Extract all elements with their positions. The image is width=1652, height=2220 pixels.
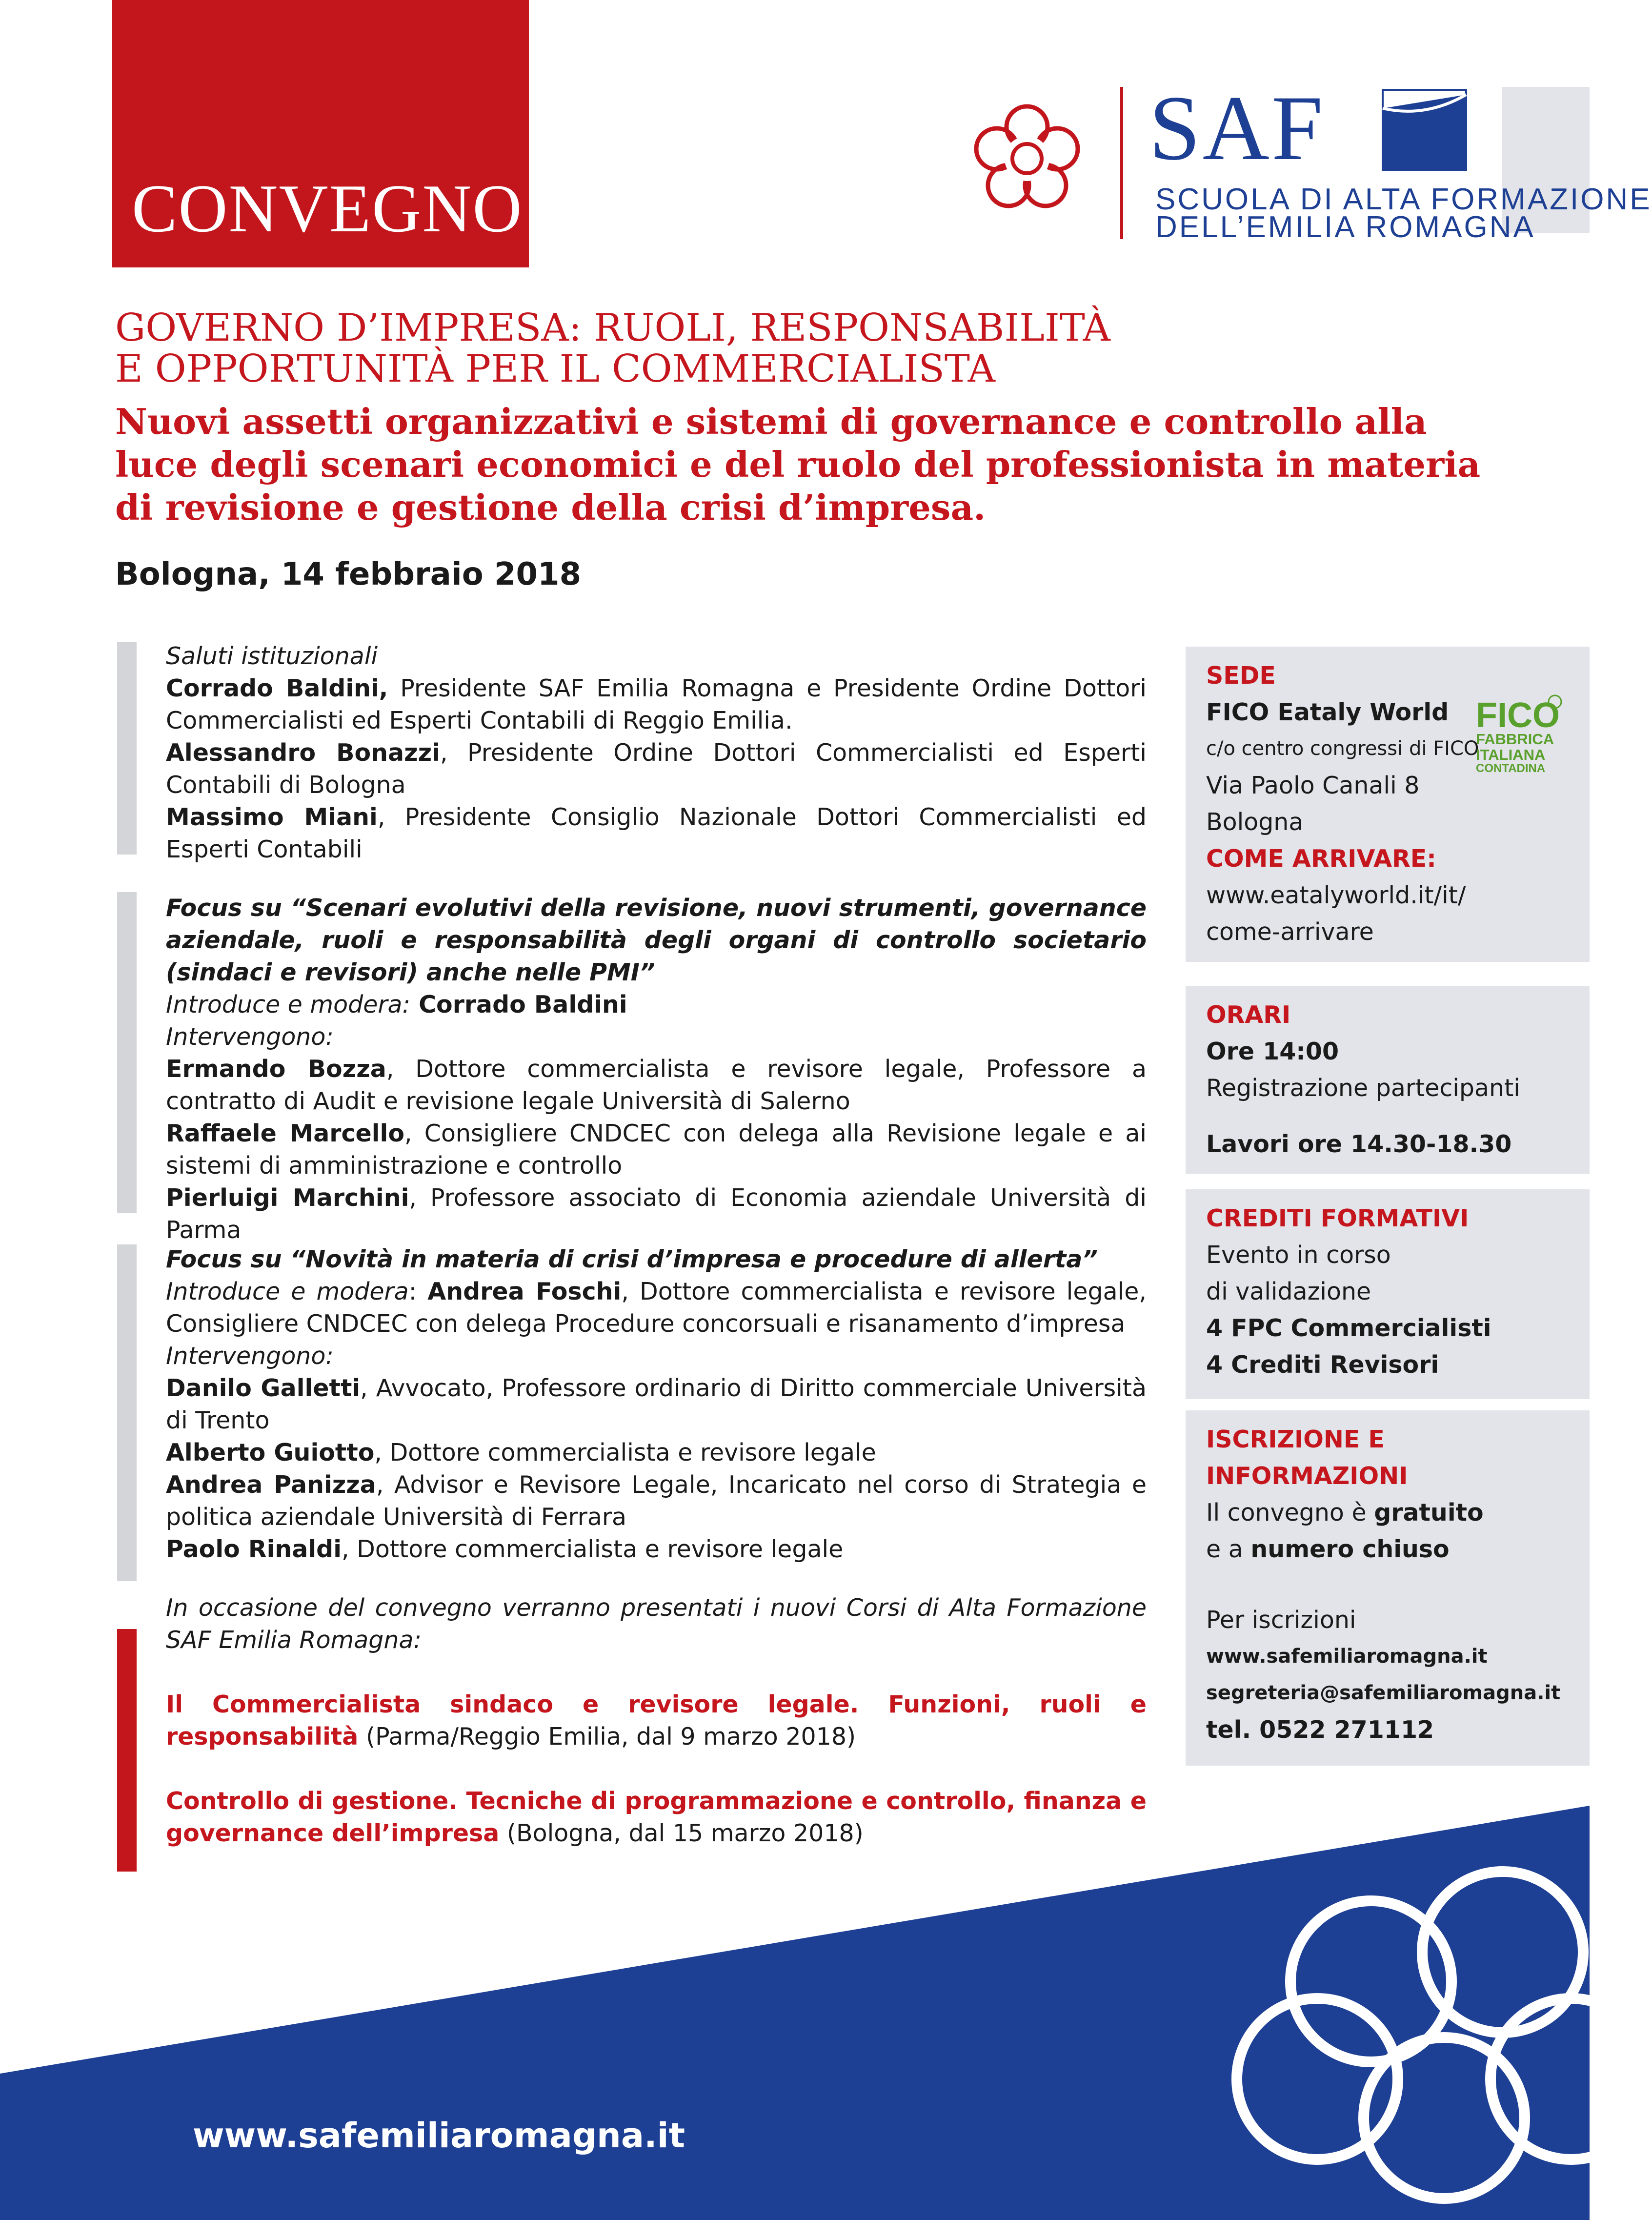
site-link[interactable]: www.safemiliaromagna.it (1206, 1645, 1488, 1668)
speaker-item: Alberto Guiotto, Dottore commercialista e revisore legale (166, 1439, 876, 1466)
orari-label: ORARI (1206, 1001, 1291, 1029)
speaker-item: Andrea Panizza, Advisor e Revisore Legale, Incaricato nel corso di Strategia e politica aziendale Università di Ferrara (166, 1471, 1147, 1531)
speaker-item: Paolo Rinaldi, Dottore commercialista e revisore legale (166, 1535, 844, 1563)
crediti-line4: 4 Crediti Revisori (1206, 1351, 1439, 1379)
phone-number: tel. 0522 271112 (1206, 1716, 1434, 1744)
speaker-item: Alessandro Bonazzi, Presidente Ordine Dottori Commercialisti ed Esperti Contabili di Bologna (166, 739, 1147, 799)
courses-intro: In occasione del convegno verranno presentati i nuovi Corsi di Alta Formazione SAF Emilia Romagna: (166, 1594, 1147, 1654)
orari-time2: Lavori ore 14.30-18.30 (1206, 1130, 1512, 1158)
arrive-label: COME ARRIVARE: (1206, 845, 1436, 873)
footer-website-link[interactable]: www.safemiliaromagna.it (193, 2116, 685, 2156)
email-link[interactable]: segreteria@safemiliaromagna.it (1206, 1682, 1561, 1704)
focus2-interventions-label: Intervengono: (166, 1342, 334, 1370)
orari-time1: Ore 14:00 (1206, 1038, 1339, 1065)
crediti-box (1186, 1189, 1590, 1399)
iscrizione-label1: ISCRIZIONE E (1206, 1426, 1385, 1453)
crediti-line3: 4 FPC Commercialisti (1206, 1314, 1491, 1342)
saluti-section (166, 640, 1147, 866)
fico-logo-icon (1471, 693, 1569, 776)
event-date: Bologna, 14 febbraio 2018 (115, 556, 582, 592)
sede-label: SEDE (1206, 662, 1276, 690)
section-bar (117, 1244, 137, 1581)
logo-subtitle-line1: SCUOLA DI ALTA FORMAZIONE (1155, 183, 1652, 216)
venue-name: FICO Eataly World (1206, 698, 1449, 726)
footer-band (0, 1806, 1590, 2220)
crediti-line1: Evento in corso (1206, 1241, 1391, 1269)
focus1-heading: Focus su “Scenari evolutivi della revisione, nuovi strumenti, governance aziendale, ruoli e responsabilità degli organi di controllo societario (sindaci e revisori) anche nelle PMI” (166, 894, 1147, 986)
focus1-section (166, 892, 1147, 1246)
per-iscrizioni: Per iscrizioni (1206, 1606, 1356, 1634)
title-line2: E OPPORTUNITÀ PER IL COMMERCIALISTA (115, 347, 995, 391)
speaker-item: Raffaele Marcello, Consigliere CNDCEC con delega alla Revisione legale e ai sistemi di amministrazione e controllo (166, 1120, 1147, 1180)
focus1-interventions-label: Intervengono: (166, 1023, 334, 1051)
arrive-link[interactable]: www.eatalyworld.it/it/ come-arrivare (1206, 881, 1466, 946)
iscrizione-label2: INFORMAZIONI (1206, 1462, 1408, 1490)
focus1-moderator: Introduce e modera: Corrado Baldini (166, 991, 627, 1018)
orari-desc1: Registrazione partecipanti (1206, 1074, 1520, 1102)
focus2-heading: Focus su “Novità in materia di crisi d’impresa e procedure di allerta” (166, 1245, 1098, 1273)
crediti-line2: di validazione (1206, 1278, 1371, 1305)
logo-subtitle-line2: DELL’EMILIA ROMAGNA (1155, 210, 1535, 244)
event-title (115, 307, 1506, 389)
banner-title: CONVEGNO (132, 171, 523, 246)
venue-city: Bologna (1206, 808, 1304, 836)
saf-flag-icon (1382, 89, 1467, 171)
title-line1: GOVERNO D’IMPRESA: RUOLI, RESPONSABILITÀ (115, 306, 1110, 350)
venue-address: Via Paolo Canali 8 (1206, 772, 1420, 799)
saf-seal-icon (966, 98, 1088, 220)
course-item: Il Commercialista sindaco e revisore legale. Funzioni, ruoli e responsabilità (Parma/Reggio Emilia, dal 9 marzo 2018) (166, 1690, 1147, 1751)
saluti-heading: Saluti istituzionali (166, 642, 378, 670)
svg-text:FICO: FICO (1476, 696, 1560, 735)
speaker-item: Danilo Galletti, Avvocato, Professore ordinario di Diritto commerciale Università di Trento (166, 1374, 1147, 1434)
venue-note: c/o centro congressi di FICO (1206, 737, 1479, 760)
section-bar (117, 892, 137, 1213)
svg-text:CONTADINA: CONTADINA (1476, 762, 1546, 775)
speaker-item: Massimo Miani, Presidente Consiglio Nazionale Dottori Commercialisti ed Esperti Contabili (166, 803, 1147, 863)
speaker-item: Corrado Baldini, Presidente SAF Emilia Romagna e Presidente Ordine Dottori Commercialisti ed Esperti Contabili di Reggio Emilia. (166, 674, 1147, 734)
iscrizione-line2: e a numero chiuso (1206, 1535, 1450, 1563)
speaker-item: Pierluigi Marchini, Professore associato di Economia aziendale Università di Parma (166, 1184, 1147, 1244)
crediti-label: CREDITI FORMATIVI (1206, 1204, 1469, 1232)
section-bar (117, 642, 137, 855)
svg-text:ITALIANA: ITALIANA (1476, 746, 1546, 763)
course-item: Controllo di gestione. Tecniche di programmazione e controllo, finanza e governance dell’impresa (Bologna, dal 15 marzo 2018) (166, 1787, 1147, 1847)
logo-brand: SAF (1149, 77, 1325, 180)
orari-box (1186, 986, 1590, 1174)
convegno-banner (112, 0, 529, 267)
focus2-section (166, 1243, 1147, 1566)
event-subtitle: Nuovi assetti organizzativi e sistemi di governance e controllo alla luce degli scenari economici e del ruolo del professionista in materia di revisione e gestione della crisi d’impresa. (115, 401, 1481, 528)
logo-divider (1120, 87, 1123, 239)
iscrizione-line1: Il convegno è gratuito (1206, 1499, 1484, 1527)
iscrizione-box (1186, 1410, 1590, 1766)
speaker-item: Ermando Bozza, Dottore commercialista e revisore legale, Professore a contratto di Audit e revisione legale Università di Salerno (166, 1055, 1147, 1115)
svg-text:FABBRICA: FABBRICA (1476, 731, 1554, 748)
focus2-moderator: Introduce e modera: Andrea Foschi, Dottore commercialista e revisore legale, Consigliere CNDCEC con delega Procedure concorsuali e risanamento d’impresa (166, 1278, 1147, 1338)
